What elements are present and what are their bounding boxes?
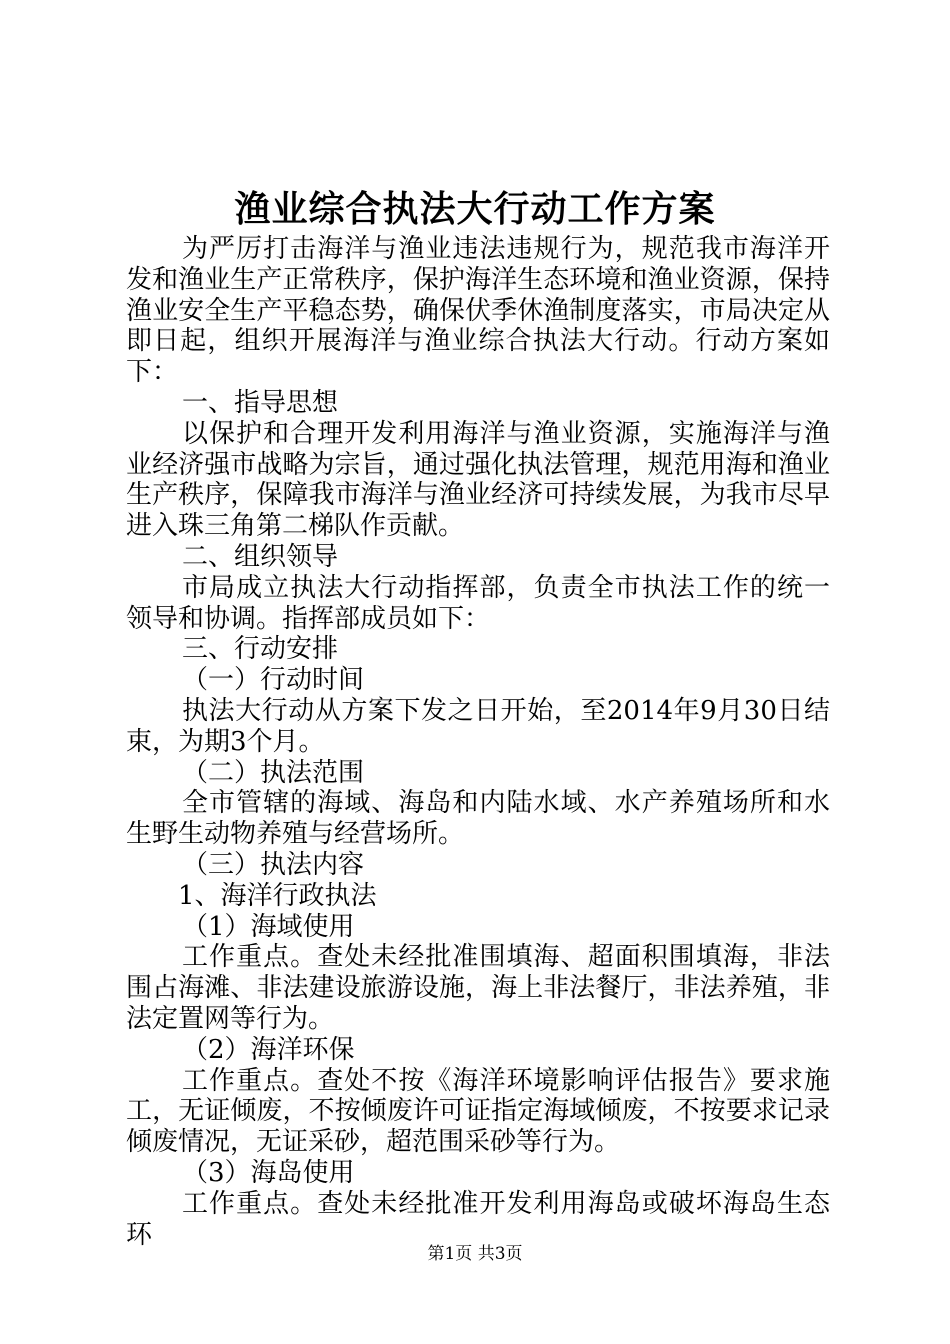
item-heading: （2）海洋环保 (182, 1034, 355, 1065)
item-heading: 1、海洋行政执法 (178, 880, 377, 911)
subsection-heading: （二）执法范围 (182, 757, 365, 788)
paragraph: 以保护和合理开发利用海洋与渔业资源，实施海洋与渔业经济强市战略为宗旨，通过强化执法管理，规范用海和渔业生产秩序，保障我市海洋与渔业经济可持续发展，为我市尽早进入珠三角第二梯队作贡献。 (126, 418, 830, 542)
section-heading: 一、指导思想 (182, 387, 339, 418)
paragraph: 工作重点。查处未经批准围填海、超面积围填海，非法围占海滩、非法建设旅游设施，海上非法餐厅，非法养殖，非法定置网等行为。 (126, 942, 830, 1034)
item-heading: （3）海岛使用 (182, 1157, 355, 1188)
item-heading: （1）海域使用 (182, 911, 355, 942)
paragraph: 全市管辖的海域、海岛和内陆水域、水产养殖场所和水生野生动物养殖与经营场所。 (126, 788, 830, 850)
paragraph: 工作重点。查处未经批准开发利用海岛或破坏海岛生态环 (126, 1188, 830, 1250)
document-body (126, 234, 830, 1250)
subsection-heading: （一）行动时间 (182, 665, 365, 696)
subsection-heading: （三）执法内容 (182, 849, 365, 880)
section-heading: 三、行动安排 (182, 634, 339, 665)
paragraph: 为严厉打击海洋与渔业违法违规行为，规范我市海洋开发和渔业生产正常秩序，保护海洋生态环境和渔业资源，保持渔业安全生产平稳态势，确保伏季休渔制度落实，市局决定从即日起，组织开展海洋与渔业综合执法大行动。行动方案如下： (126, 234, 830, 388)
paragraph: 市局成立执法大行动指挥部，负责全市执法工作的统一领导和协调。指挥部成员如下： (126, 572, 830, 634)
paragraph: 工作重点。查处不按《海洋环境影响评估报告》要求施工，无证倾废，不按倾废许可证指定海域倾废，不按要求记录倾废情况，无证采砂，超范围采砂等行为。 (126, 1065, 830, 1158)
document-title: 渔业综合执法大行动工作方案 (234, 188, 716, 230)
section-heading: 二、组织领导 (182, 541, 339, 572)
paragraph: 执法大行动从方案下发之日开始，至2014年9月30日结束，为期3个月。 (126, 695, 830, 757)
page-footer: 第1页 共3页 (427, 1244, 523, 1264)
